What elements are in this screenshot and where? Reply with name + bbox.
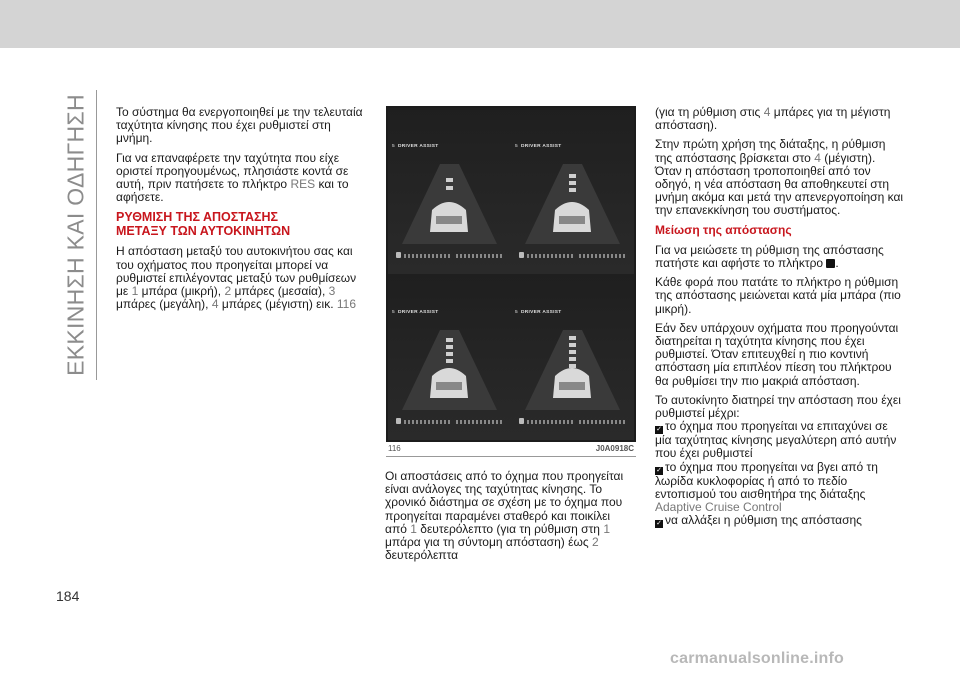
heading-line: ΡΥΘΜΙΣΗ ΤΗΣ ΑΠΟΣΤΑΣΗΣ <box>116 210 279 225</box>
paragraph <box>385 470 635 562</box>
road-car-icon <box>525 330 620 410</box>
gauge-right <box>579 254 625 258</box>
section-title-vertical <box>58 90 94 380</box>
panel-label: DRIVER ASSIST <box>521 144 562 149</box>
key-label-res: RES <box>290 177 316 192</box>
text: μπάρα για τη σύντομη απόσταση) έως <box>385 535 589 550</box>
figure-number: 116 <box>388 444 401 453</box>
number: 2 <box>591 535 599 550</box>
section-heading <box>116 210 366 238</box>
list-item <box>655 420 905 460</box>
fuel-icon <box>396 252 401 258</box>
checkbox-icon: ✓ <box>656 520 662 528</box>
paragraph <box>655 106 905 132</box>
paragraph <box>116 152 366 205</box>
paragraph <box>655 244 905 270</box>
text-column-3 <box>655 106 905 528</box>
text: Στην πρώτη χρήση της διάταξης, η ρύθμιση της απόστασης βρίσκεται στο <box>655 137 886 165</box>
heading-line: ΜΕΤΑΞΥ ΤΩΝ ΑΥΤΟΚΙΝΗΤΩΝ <box>116 224 291 239</box>
gauge-right <box>456 254 502 258</box>
panel-label: DRIVER ASSIST <box>521 310 562 315</box>
text: δευτερόλεπτα <box>385 548 459 563</box>
text: μπάρες (μεσαία), <box>234 284 326 299</box>
paragraph-text: και το αφήσετε. <box>116 177 349 205</box>
gauge-left <box>527 254 573 258</box>
text-column-2 <box>385 470 635 568</box>
text: Οι αποστάσεις από το όχημα που προηγείται είναι ανάλογες της ταχύτητας κίνησης. Το χρονικό διάστημα σε σχέση με το όχημα που προηγείται παραμένει σταθερό και ποικίλει από <box>385 469 624 536</box>
gauge-left <box>404 420 450 424</box>
road-car-icon <box>402 164 497 244</box>
number: 1 <box>410 521 417 536</box>
number: 3 <box>328 284 336 299</box>
number: 4 <box>211 297 219 312</box>
list-item-text: το όχημα που προηγείται να επιταχύνει σε μία ταχύτητας κίνησης μεγαλύτερη από αυτήν που έχει ρυθμιστεί <box>655 419 897 461</box>
gauge-bar <box>396 420 504 426</box>
system-name: Adaptive Cruise Control <box>655 500 782 515</box>
display-panel-1 <box>388 108 511 274</box>
caption-rule <box>386 456 636 457</box>
panel-label: DRIVER ASSIST <box>398 144 439 149</box>
fuel-icon <box>519 418 524 424</box>
text: Η απόσταση μεταξύ του αυτοκινήτου σας και του οχήματος που προηγείται μπορεί να ρυθμιστεί επιλέγοντας μεταξύ των ρυθμίσεων με <box>116 244 357 299</box>
text: μπάρες (μέγιστη) εικ. <box>221 297 334 312</box>
section-divider <box>96 90 97 380</box>
paragraph: Το αυτοκίνητο διατηρεί την απόσταση που έχει ρυθμιστεί μέχρι: <box>655 392 901 421</box>
figure-code: J0A0918C <box>595 444 634 453</box>
gauge-bar <box>396 254 504 260</box>
panel-number: 5 <box>515 310 518 315</box>
number: 4 <box>763 105 771 119</box>
gauge-left <box>404 254 450 258</box>
list-item-text: να αλλάξει η ρύθμιση της απόστασης <box>665 513 862 528</box>
text: (μέγιστη). Όταν η απόσταση τροποποιηθεί από τον οδηγό, η νέα απόσταση θα αποθηκευτεί στη μνήμη ακόμα και μετά την απενεργοποίηση και την επανεκκίνηση του συστήματος. <box>655 150 904 218</box>
gauge-left <box>527 420 573 424</box>
paragraph <box>655 138 905 217</box>
text: μπάρες (μεγάλη), <box>116 297 209 312</box>
text: δευτερόλεπτο (για τη ρύθμιση στη <box>420 521 600 536</box>
text: μπάρα (μικρή), <box>141 284 222 299</box>
display-panel-3 <box>388 274 511 440</box>
text: Για να μειώσετε τη ρύθμιση της απόστασης πατήστε και αφήστε το πλήκτρο <box>655 242 884 271</box>
number: 1 <box>131 284 139 299</box>
checkbox-icon: ✓ <box>656 466 662 474</box>
panel-number: 5 <box>515 144 518 149</box>
list-item-text: το όχημα που προηγείται να βγει από τη λωρίδα κυκλοφορίας ή από το πεδίο εντοπισμού του αισθητήρα της διάταξης <box>655 459 878 501</box>
text: . <box>835 256 839 271</box>
figure-ref: 116 <box>336 297 357 312</box>
top-band <box>0 0 960 48</box>
text: (για τη ρύθμιση στις <box>655 105 761 119</box>
gauge-right <box>456 420 502 424</box>
panel-number: 5 <box>392 144 395 149</box>
paragraph: Κάθε φορά που πατάτε το πλήκτρο η ρύθμιση της απόστασης μειώνεται κατά μία μπάρα (πιο μικρή). <box>655 275 901 316</box>
number: 1 <box>603 521 611 536</box>
number: 4 <box>814 150 821 165</box>
display-panel-4 <box>511 274 634 440</box>
paragraph: Εάν δεν υπάρχουν οχήματα που προηγούνται διατηρείται η ταχύτητα κίνησης που έχει ρυθμιστεί. Όταν επιτευχθεί η πιο κοντινή απόσταση μία επιπλέον πίεση του πλήκτρου θα ρυθμίσει την πιο μακριά απόσταση. <box>655 320 899 388</box>
subheading: Μείωση της απόστασης <box>655 222 792 237</box>
display-panel-2 <box>511 108 634 274</box>
fuel-icon <box>519 252 524 258</box>
watermark: carmanualsonline.info <box>670 650 845 667</box>
section-title-text: ΕΚΚΙΝΗΣΗ ΚΑΙ ΟΔΗΓΗΣΗ <box>62 94 89 376</box>
list-item <box>655 514 905 528</box>
road-car-icon <box>402 330 497 410</box>
paragraph <box>116 245 366 311</box>
list-item <box>655 461 905 515</box>
figure-caption <box>386 444 636 456</box>
road-car-icon <box>525 164 620 244</box>
panel-number: 5 <box>392 310 395 315</box>
driver-assist-figure <box>386 106 636 442</box>
text: μπάρες για τη μέγιστη απόσταση). <box>655 105 891 133</box>
gauge-bar <box>519 420 627 426</box>
panel-label: DRIVER ASSIST <box>398 310 439 315</box>
text-column-1 <box>116 106 366 317</box>
paragraph: Το σύστημα θα ενεργοποιηθεί με την τελευταία ταχύτητα κίνησης που έχει ρυθμιστεί στη μνήμη. <box>116 105 363 146</box>
page-number: 184 <box>56 588 80 604</box>
gauge-bar <box>519 254 627 260</box>
checkbox-icon: ✓ <box>656 426 662 434</box>
fuel-icon <box>396 418 401 424</box>
gauge-right <box>579 420 625 424</box>
number: 2 <box>224 284 232 299</box>
paragraph-text: Για να επαναφέρετε την ταχύτητα που είχε οριστεί προηγουμένως, πλησιάστε κοντά σε αυτή, πριν πατήσετε το πλήκτρο <box>116 150 349 192</box>
